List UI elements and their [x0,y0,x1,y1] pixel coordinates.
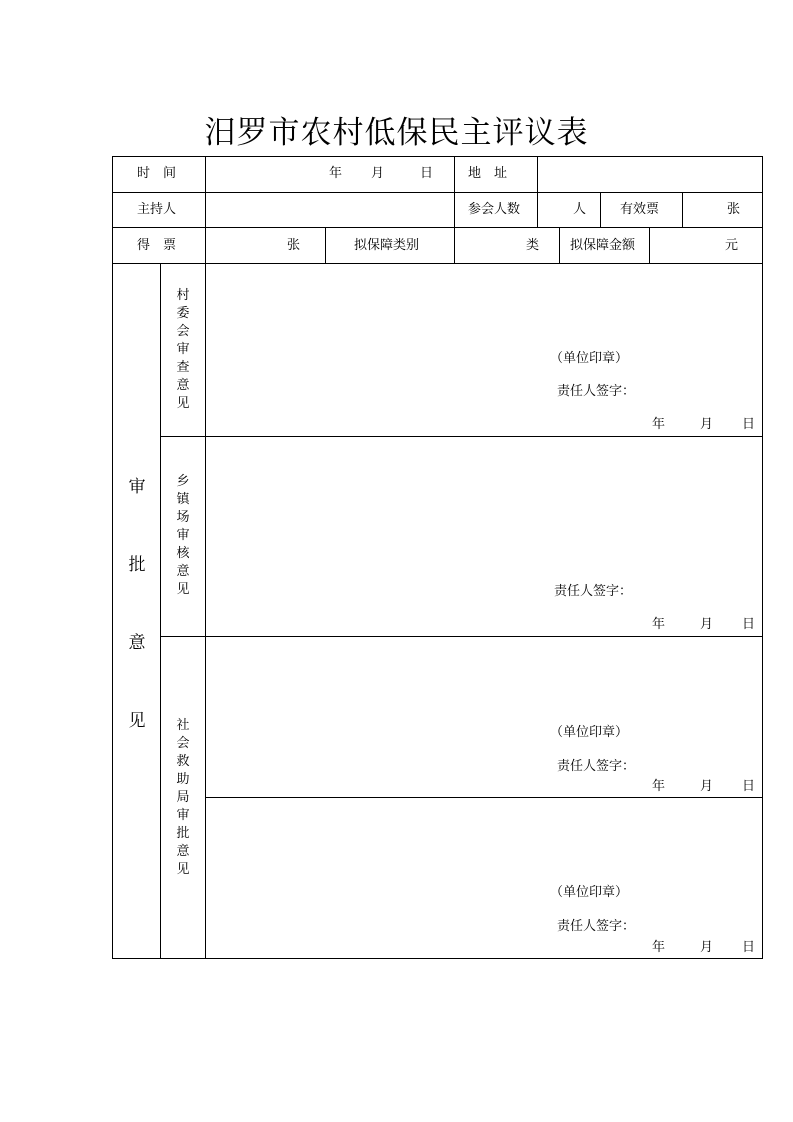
page-title: 汨罗市农村低保民主评议表 [204,115,589,151]
valid-votes-label: 有效票 [620,202,660,217]
table-border-left [112,156,113,959]
table-border-bottom [112,958,763,959]
category-field[interactable] [455,228,559,263]
village-signature-label: 责任人签字： [557,384,636,399]
votes-field[interactable] [206,228,325,263]
votes-label: 得 票 [137,238,177,253]
time-label: 时 间 [137,166,177,181]
person-unit: 人 [573,202,587,217]
town-date: 年 月 日 [652,617,756,632]
attendees-label: 参会人数 [468,202,521,217]
table-border-right [762,156,763,959]
category-unit: 类 [526,238,540,253]
row2-divider-a [454,192,455,227]
village-seal-label: （单位印章） [550,351,629,366]
sheet-unit: 张 [727,202,741,217]
date-field[interactable] [206,157,454,192]
town-review-label: 乡镇场审核意见 [176,474,190,597]
address-field[interactable] [538,157,762,192]
town-opinion-area[interactable] [206,437,762,636]
bureau-seal-label-2: （单位印章） [550,885,629,900]
bureau-date-2: 年 月 日 [652,940,756,955]
village-opinion-area[interactable] [206,264,762,436]
bureau-date-1: 年 月 日 [652,779,756,794]
approval-column-divider [160,263,161,959]
date-day-label: 日 [420,166,434,181]
village-review-label: 村委会审查意见 [176,288,190,411]
bureau-approval-label: 社会救助局审批意见 [176,718,190,877]
amount-unit: 元 [725,238,739,253]
votes-unit: 张 [287,238,301,253]
row3-divider-c [559,227,560,263]
bureau-opinion-area-2[interactable] [206,798,762,958]
bureau-signature-label-2: 责任人签字： [557,919,636,934]
address-label: 地 址 [468,166,508,181]
row3-divider-a [325,227,326,263]
host-field[interactable] [206,193,454,227]
approval-main-label: 审 批 意 见 [128,477,146,731]
date-month-label: 月 [371,166,385,181]
valid-votes-field[interactable] [683,193,762,227]
bureau-opinion-area-1[interactable] [206,637,762,797]
host-label: 主持人 [137,202,177,217]
row1-divider-a [454,156,455,192]
category-label: 拟保障类别 [354,238,420,253]
row2-divider-c [600,192,601,227]
town-signature-label: 责任人签字： [554,584,633,599]
bureau-seal-label-1: （单位印章） [550,725,629,740]
bureau-signature-label-1: 责任人签字： [557,759,636,774]
amount-field[interactable] [650,228,762,263]
amount-label: 拟保障金额 [570,238,636,253]
village-date: 年 月 日 [652,417,756,432]
attendees-field[interactable] [538,193,600,227]
date-year-label: 年 [329,166,343,181]
